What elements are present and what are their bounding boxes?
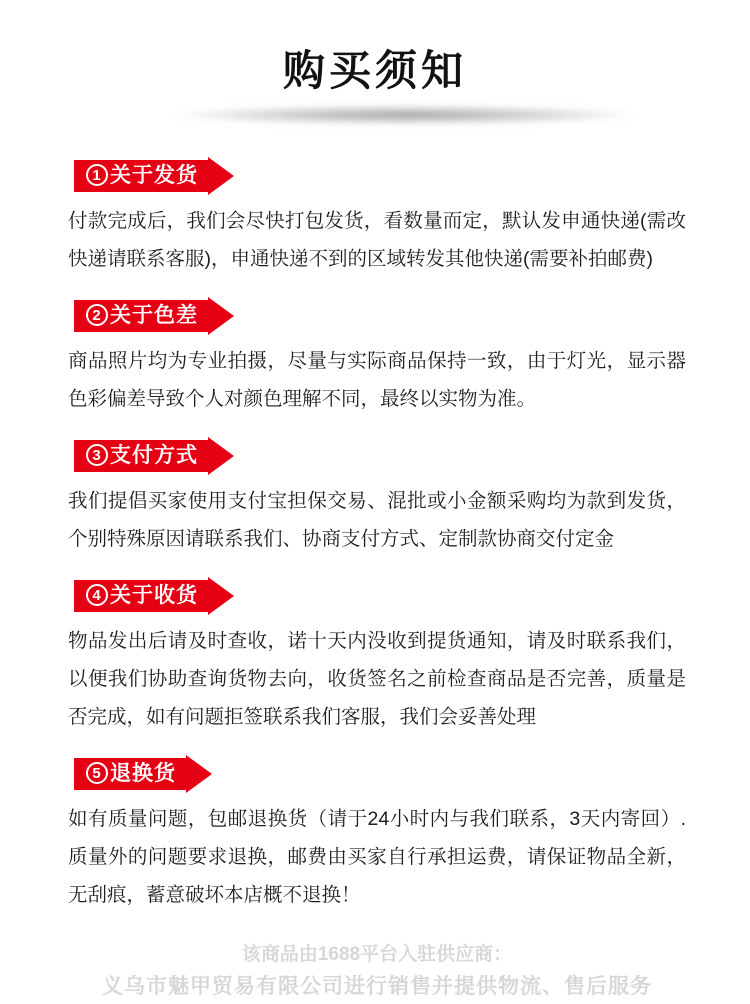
section-banner-payment	[74, 440, 208, 472]
section-title: 支付方式	[110, 444, 198, 468]
section-title: 关于发货	[110, 164, 198, 188]
section-body-receiving: 物品发出后请及时查收，诺十天内没收到提货通知，请及时联系我们，以便我们协助查询货物去向，收货签名之前检查商品是否完善，质量是否完成，如有问题拒签联系我们客服，我们会妥善处理	[68, 630, 686, 729]
title-shadow-decoration	[75, 102, 675, 128]
supplier-footer-line2: 义乌市魅甲贸易有限公司进行销售并提供物流、售后服务	[102, 975, 652, 999]
section-number-badge: 2	[86, 304, 108, 326]
section-body-shipping: 付款完成后，我们会尽快打包发货，看数量而定，默认发申通快递(需改快递请联系客服)，申通快递不到的区域转发其他快递(需要补拍邮费)	[68, 210, 686, 271]
section-receiving	[68, 580, 686, 736]
section-number-badge: 5	[86, 762, 108, 784]
section-title: 退换货	[110, 762, 176, 786]
section-body-payment: 我们提倡买家使用支付宝担保交易、混批或小金额采购均为款到发货，个别特殊原因请联系我们、协商支付方式、定制款协商交付定金	[68, 490, 686, 551]
section-payment	[68, 440, 686, 558]
section-shipping	[68, 160, 686, 278]
section-body-returns: 如有质量问题，包邮退换货（请于24小时内与我们联系，3天内寄回）.质量外的问题要求退换，邮费由买家自行承担运费，请保证物品全新，无刮痕，蓄意破坏本店概不退换！	[68, 808, 686, 907]
section-number-badge: 1	[86, 164, 108, 186]
section-banner-receiving	[74, 580, 208, 612]
section-color-difference	[68, 300, 686, 418]
section-body-color-difference: 商品照片均为专业拍摄，尽量与实际商品保持一致，由于灯光，显示器色彩偏差导致个人对颜色理解不同，最终以实物为准。	[68, 350, 686, 411]
supplier-footer-line1: 该商品由1688平台入驻供应商：	[241, 944, 513, 966]
section-title: 关于收货	[110, 584, 198, 608]
section-banner-returns	[74, 758, 186, 790]
section-banner-shipping	[74, 160, 208, 192]
supplier-footer	[68, 940, 686, 1004]
section-number-badge: 3	[86, 444, 108, 466]
notice-content	[0, 128, 750, 1004]
section-returns	[68, 758, 686, 914]
page-title: 购买须知	[282, 47, 467, 94]
section-title: 关于色差	[110, 304, 198, 328]
section-number-badge: 4	[86, 584, 108, 606]
section-banner-color-difference	[74, 300, 208, 332]
